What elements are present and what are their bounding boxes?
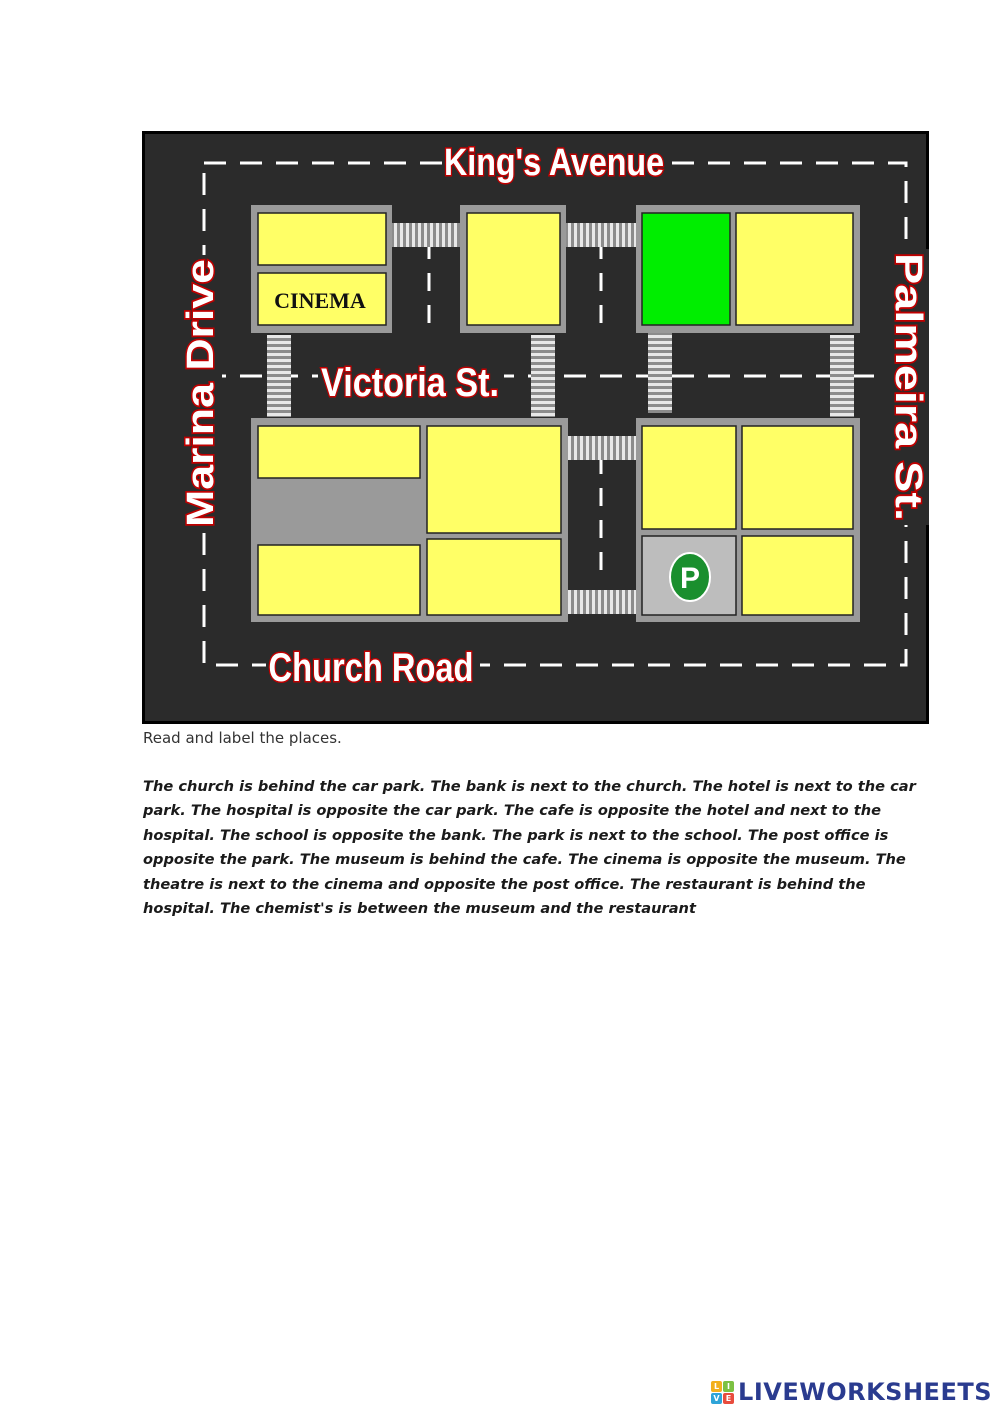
crossing-7	[566, 436, 636, 460]
liveworksheets-logo[interactable]	[711, 1377, 992, 1407]
building-6[interactable]	[258, 545, 420, 615]
road-label-palmeira-st: Palmeira St.	[887, 253, 929, 471]
building-5[interactable]	[427, 426, 561, 533]
crossing-4	[531, 335, 555, 417]
building-9[interactable]	[742, 426, 853, 529]
logo-tile-v: V	[711, 1393, 722, 1404]
town-map	[142, 131, 929, 724]
logo-text: LIVEWORKSHEETS	[738, 1378, 992, 1406]
road-label-victoria-st: Victoria St.	[321, 361, 499, 405]
building-2[interactable]	[467, 213, 560, 325]
building-green[interactable]	[642, 213, 730, 325]
logo-tile-l: L	[711, 1381, 722, 1392]
logo-tile-i: I	[723, 1381, 734, 1392]
road-label-church-road: Church Road	[268, 646, 474, 690]
car-park-symbol: P	[679, 562, 701, 595]
building-7[interactable]	[427, 539, 561, 615]
logo-tile-e: E	[723, 1393, 734, 1404]
cinema-label: CINEMA	[274, 288, 366, 313]
building-4[interactable]	[258, 426, 420, 478]
road-label-kings-avenue: King's Avenue	[444, 142, 664, 184]
caption: Read and label the places.	[143, 729, 342, 747]
crossing-8	[566, 590, 636, 614]
building-8[interactable]	[642, 426, 736, 529]
building-10[interactable]	[742, 536, 853, 615]
crossing-6	[830, 335, 854, 417]
crossing-3	[267, 335, 291, 417]
road-label-marina-drive: Marina Drive	[180, 298, 222, 527]
logo-mark-icon	[711, 1381, 734, 1404]
building-3[interactable]	[736, 213, 853, 325]
instructions-text: The church is behind the car park. The bank is next to the church. The hotel is next to the car park. The hospital is opposite the car park. The cafe is opposite the hotel and next to the hospital. The school is opposite the bank. The park is next to the school. The post office is opposite the park. The museum is behind the cafe. The cinema is opposite the museum. The theatre is next to the cinema and opposite the post office. The restaurant is behind the hospital. The chemist's is between the museum and the restaurant	[143, 778, 916, 918]
crossing-5	[648, 331, 672, 413]
crossing-2	[566, 223, 636, 247]
building-1[interactable]	[258, 213, 386, 265]
crossing-1	[392, 223, 460, 247]
